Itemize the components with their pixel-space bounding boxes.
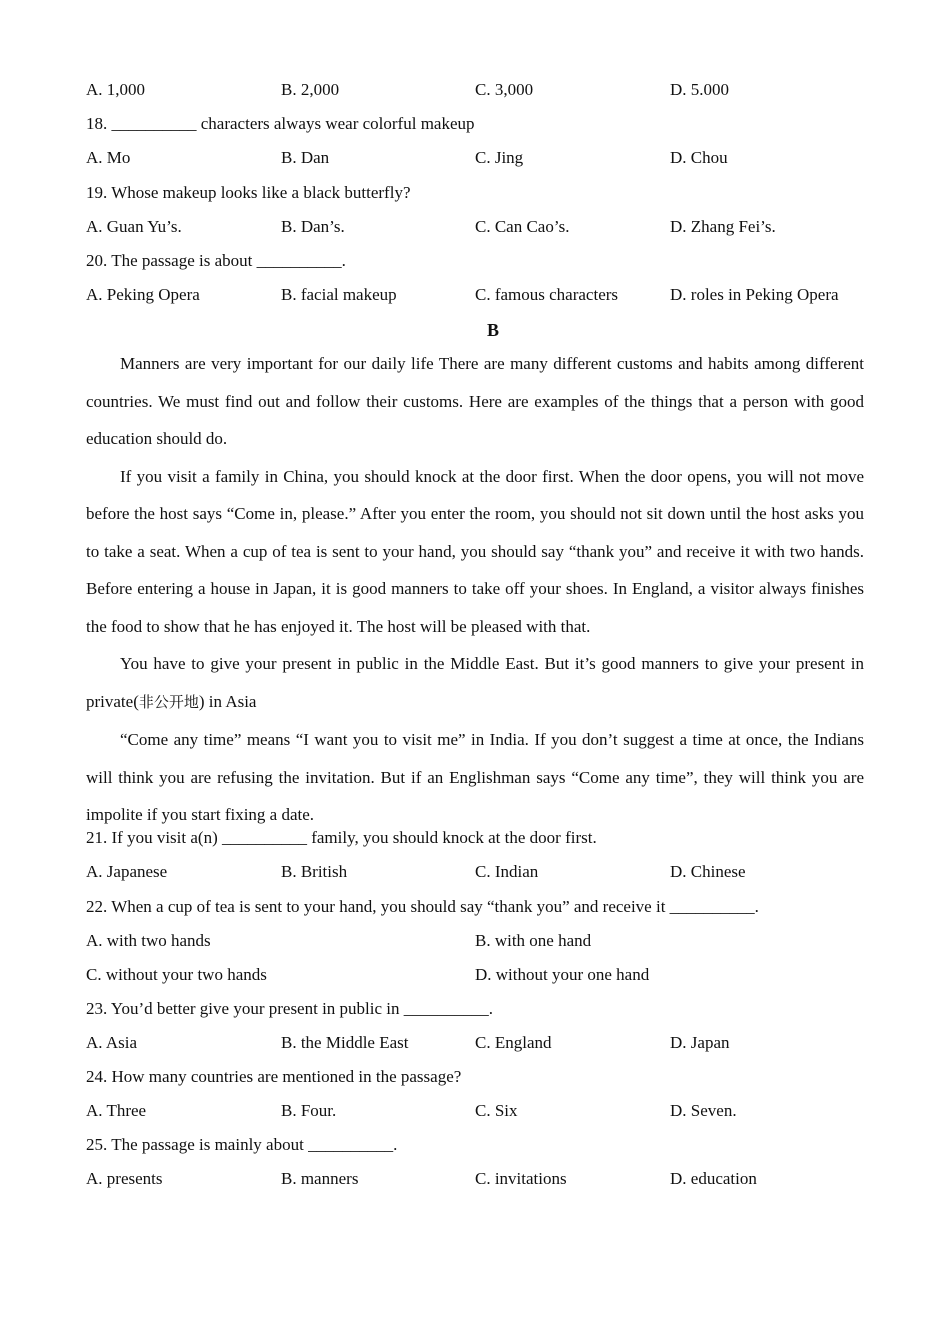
passage-paragraph-4: “Come any time” means “I want you to visit me” in India. If you don’t suggest a time at once, the Indians will think you are refusing the invitation. But if an Englishman says “Come any time”, they will think you are impolite if you start fixing a date. <box>86 730 864 824</box>
passage-paragraph-3 <box>86 645 864 721</box>
q21-option-d: D. Chinese <box>670 862 746 881</box>
q22-option-a: A. with two hands <box>86 931 211 950</box>
passage-paragraph-3-text-a: You have to give your present in public in the Middle East. But it’s good manners to give your present in private( <box>86 654 864 711</box>
passage-paragraph-2: If you visit a family in China, you should knock at the door first. When the door opens, you will not move before the host says “Come in, please.” After you enter the room, you should not sit down until the host asks you to take a seat. When a cup of tea is sent to your hand, you should say “thank you” and receive it with two hands. Before entering a house in Japan, it is good manners to take off your shoes. In England, a visitor always finishes the food to show that he has enjoyed it. The host will be pleased with that. <box>86 466 864 636</box>
q22-options-row-2 <box>86 965 866 985</box>
q22-option-d: D. without your one hand <box>475 965 650 984</box>
q20-option-b: B. facial makeup <box>281 285 397 304</box>
q23-options <box>86 1033 866 1053</box>
q18-option-a: A. Mo <box>86 148 131 167</box>
section-b-title: B <box>486 320 499 340</box>
q18-option-c: C. Jing <box>475 148 524 167</box>
q24-question: 24. How many countries are mentioned in the passage? <box>86 1067 462 1086</box>
q20-options <box>86 285 866 305</box>
q24-options <box>86 1101 866 1121</box>
q20-option-a: A. Peking Opera <box>86 285 200 304</box>
q19-question: 19. Whose makeup looks like a black butterfly? <box>86 183 411 202</box>
q19-options <box>86 217 866 237</box>
passage-paragraph-3-text-b: ) in Asia <box>198 691 257 711</box>
q21-question: 21. If you visit a(n) __________ family, you should knock at the door first. <box>86 828 597 847</box>
q19-option-b: B. Dan’s. <box>281 217 345 236</box>
q19-option-c: C. Can Cao’s. <box>475 217 570 236</box>
q25-question: 25. The passage is mainly about __________. <box>86 1135 398 1154</box>
q18-options <box>86 148 866 168</box>
q18-question: 18. __________ characters always wear colorful makeup <box>86 114 475 133</box>
passage-chinese-gloss: 非公开地 <box>138 692 199 711</box>
q22-question: 22. When a cup of tea is sent to your hand, you should say “thank you” and receive it __________. <box>86 897 759 916</box>
q25-option-a: A. presents <box>86 1169 163 1188</box>
q23-option-d: D. Japan <box>670 1033 730 1052</box>
q23-option-b: B. the Middle East <box>281 1033 409 1052</box>
q21-option-b: B. British <box>281 862 348 881</box>
q21-option-a: A. Japanese <box>86 862 168 881</box>
q21-option-c: C. Indian <box>475 862 539 881</box>
q17-option-c: C. 3,000 <box>475 80 534 99</box>
q24-option-b: B. Four. <box>281 1101 337 1120</box>
q22-options-row-1 <box>86 931 866 951</box>
q20-option-c: C. famous characters <box>475 285 619 304</box>
q18-option-b: B. Dan <box>281 148 330 167</box>
q19-option-d: D. Zhang Fei’s. <box>670 217 776 236</box>
q25-options <box>86 1169 866 1189</box>
q24-option-c: C. Six <box>475 1101 518 1120</box>
q25-option-b: B. manners <box>281 1169 359 1188</box>
q25-option-d: D. education <box>670 1169 757 1188</box>
q19-option-a: A. Guan Yu’s. <box>86 217 182 236</box>
q17-option-d: D. 5.000 <box>670 80 730 99</box>
q18-option-d: D. Chou <box>670 148 728 167</box>
q22-option-c: C. without your two hands <box>86 965 267 984</box>
q23-option-a: A. Asia <box>86 1033 137 1052</box>
q25-option-c: C. invitations <box>475 1169 567 1188</box>
q24-option-d: D. Seven. <box>670 1101 737 1120</box>
q20-option-d: D. roles in Peking Opera <box>670 285 839 304</box>
q23-option-c: C. England <box>475 1033 552 1052</box>
passage-paragraph-1: Manners are very important for our daily life There are many different customs and habits among different countries. We must find out and follow their customs. Here are examples of the things that a person with good education should do. <box>86 354 864 448</box>
q23-question: 23. You’d better give your present in public in __________. <box>86 999 494 1018</box>
q17-option-a: A. 1,000 <box>86 80 146 99</box>
q24-option-a: A. Three <box>86 1101 147 1120</box>
q22-option-b: B. with one hand <box>475 931 592 950</box>
q17-options <box>86 80 866 100</box>
q17-option-b: B. 2,000 <box>281 80 340 99</box>
q21-options <box>86 862 866 882</box>
q20-question: 20. The passage is about __________. <box>86 251 346 270</box>
reading-passage <box>86 345 864 834</box>
